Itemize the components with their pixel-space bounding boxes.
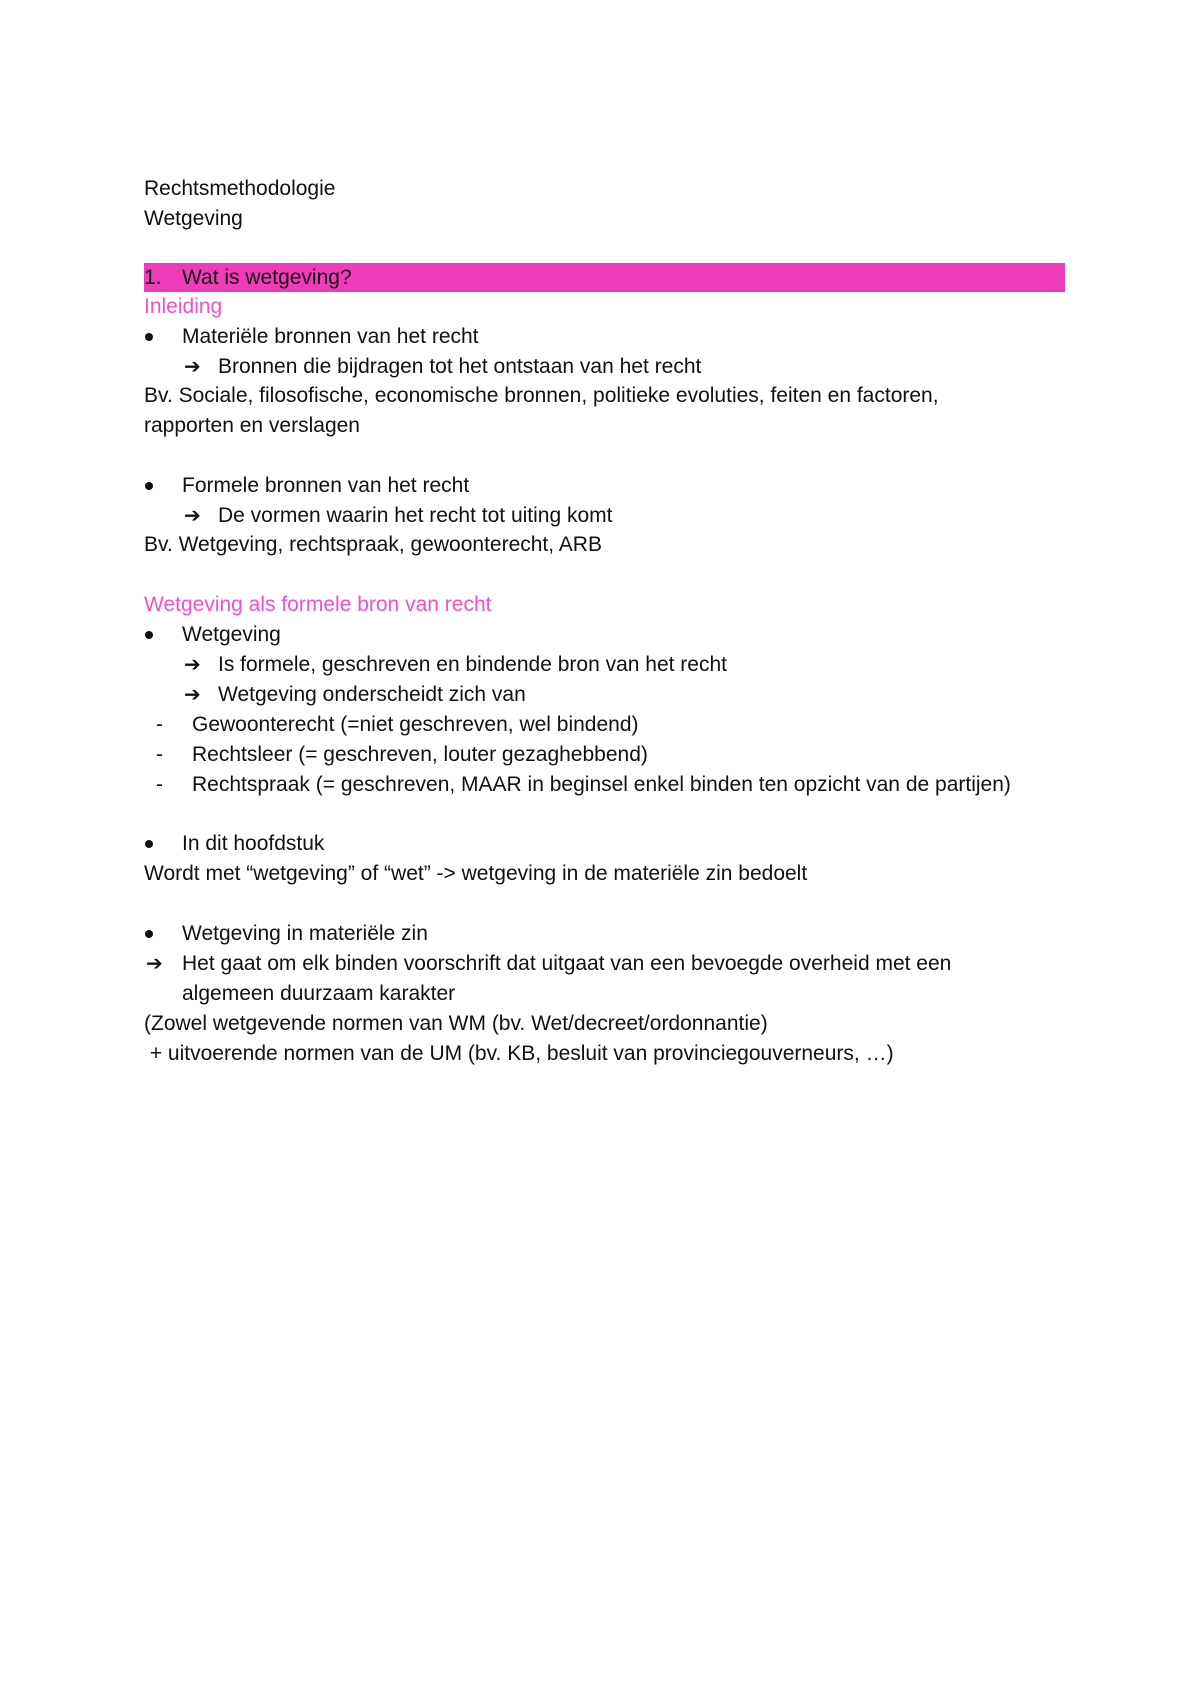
dash-icon: - <box>156 743 163 766</box>
subheading-formele-bron: Wetgeving als formele bron van recht <box>144 593 492 616</box>
example-formele: Bv. Wetgeving, rechtspraak, gewoonterecht, ARB <box>144 533 602 556</box>
arrow-text-materiele-zin-line1: Het gaat om elk binden voorschrift dat uitgaat van een bevoegde overheid met een <box>182 952 952 975</box>
arrow-text-wetgeving-1: Is formele, geschreven en bindende bron van het recht <box>218 653 727 676</box>
dash-icon: - <box>156 773 163 796</box>
right-arrow-icon: ➔ <box>184 652 201 676</box>
example-materiele-line1: Bv. Sociale, filosofische, economische bronnen, politieke evoluties, feiten en factoren, <box>144 384 939 407</box>
subheading-inleiding: Inleiding <box>144 295 223 318</box>
dash-icon: - <box>156 713 163 736</box>
arrow-text-wetgeving-2: Wetgeving onderscheidt zich van <box>218 683 526 706</box>
right-arrow-icon: ➔ <box>184 503 201 527</box>
section-number: 1. <box>144 266 162 289</box>
note-line1: (Zowel wetgevende normen van WM (bv. Wet/decreet/ordonnantie) <box>144 1012 768 1035</box>
document-subtitle: Wetgeving <box>144 207 243 230</box>
bullet-dot-icon <box>145 333 153 341</box>
bullet-dot-icon <box>145 930 153 938</box>
bullet-wetgeving: Wetgeving <box>182 623 281 646</box>
bullet-dot-icon <box>145 631 153 639</box>
hoofdstuk-text: Wordt met “wetgeving” of “wet” -> wetgeving in de materiële zin bedoelt <box>144 862 808 885</box>
bullet-materiele-bronnen: Materiële bronnen van het recht <box>182 325 479 348</box>
example-materiele-line2: rapporten en verslagen <box>144 414 360 437</box>
arrow-text-materiele: Bronnen die bijdragen tot het ontstaan van het recht <box>218 355 702 378</box>
arrow-text-formele: De vormen waarin het recht tot uiting komt <box>218 504 613 527</box>
bullet-hoofdstuk: In dit hoofdstuk <box>182 832 325 855</box>
bullet-materiele-zin: Wetgeving in materiële zin <box>182 922 428 945</box>
dash-item-rechtsleer: Rechtsleer (= geschreven, louter gezaghebbend) <box>192 743 648 766</box>
section-heading: Wat is wetgeving? <box>182 266 352 289</box>
right-arrow-icon: ➔ <box>184 682 201 706</box>
bullet-dot-icon <box>145 482 153 490</box>
arrow-text-materiele-zin-line2: algemeen duurzaam karakter <box>182 982 456 1005</box>
bullet-formele-bronnen: Formele bronnen van het recht <box>182 474 470 497</box>
bullet-dot-icon <box>145 840 153 848</box>
dash-item-gewoonterecht: Gewoonterecht (=niet geschreven, wel bindend) <box>192 713 639 736</box>
right-arrow-icon: ➔ <box>184 354 201 378</box>
dash-item-rechtspraak: Rechtspraak (= geschreven, MAAR in beginsel enkel binden ten opzicht van de partijen) <box>192 773 1011 796</box>
right-arrow-icon: ➔ <box>146 951 163 975</box>
note-line2: + uitvoerende normen van de UM (bv. KB, besluit van provinciegouverneurs, …) <box>144 1042 894 1065</box>
document-title: Rechtsmethodologie <box>144 177 336 200</box>
